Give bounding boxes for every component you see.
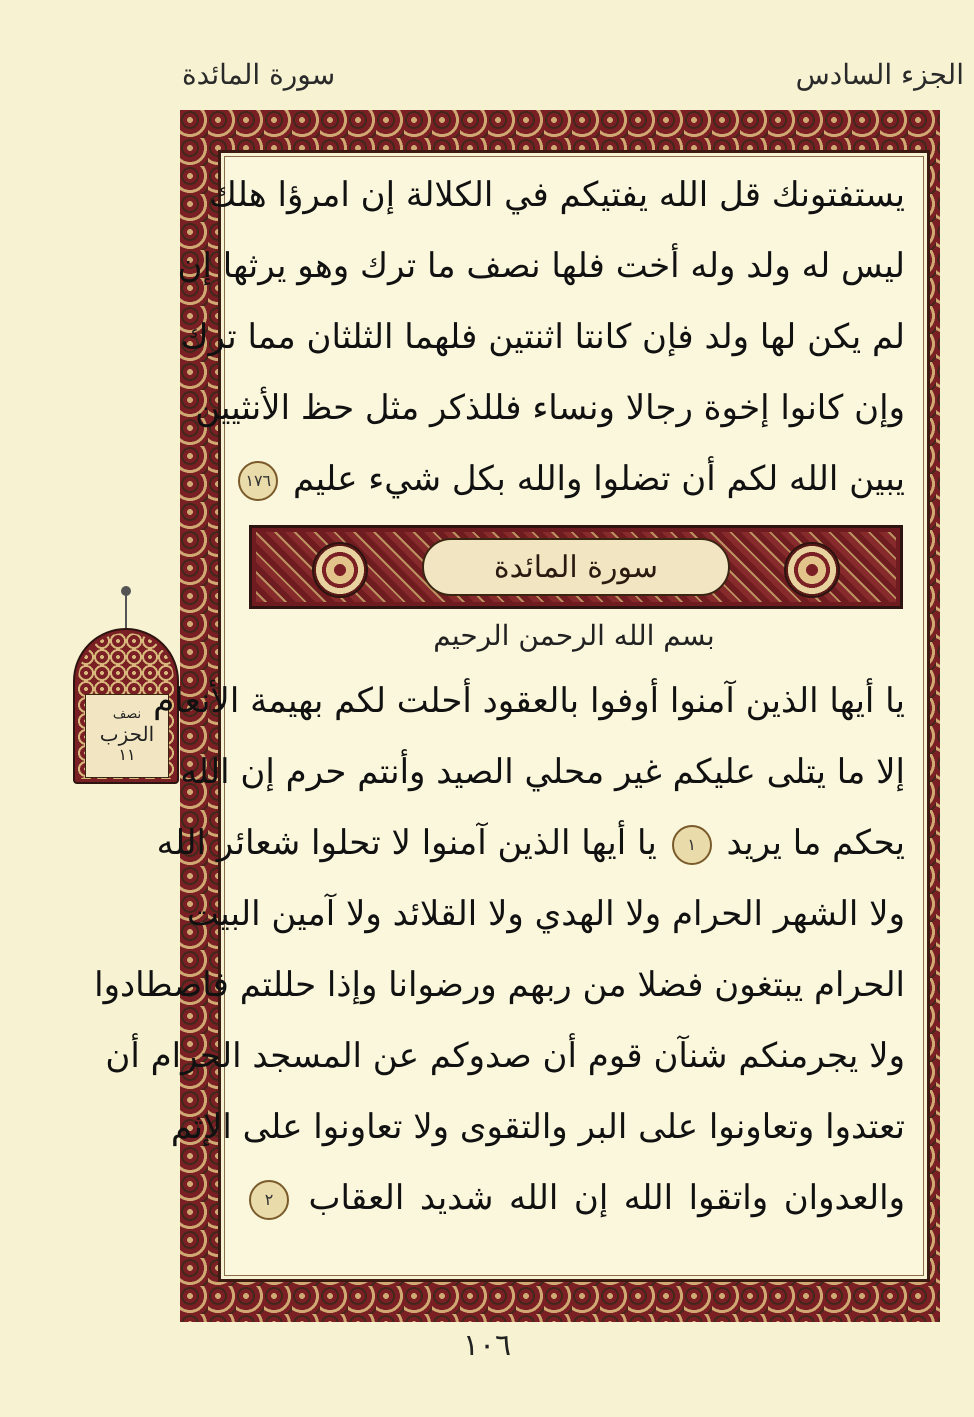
- verse-line: ليس له ولد وله أخت فلها نصف ما ترك وهو يرثها إن: [177, 246, 905, 286]
- hizb-half-label: نصف: [112, 707, 142, 722]
- verse-line: الحرام يبتغون فضلا من ربهم ورضوانا وإذا حللتم فاصطادوا: [94, 965, 905, 1005]
- surah-name-header: سورة المائدة: [182, 58, 336, 91]
- juz-name-header: الجزء السادس: [795, 58, 964, 91]
- ayah-number-marker: ١: [672, 825, 712, 865]
- verse-text: يبين الله لكم أن تضلوا والله بكل شيء عليم: [293, 459, 905, 499]
- verse-line: يستفتونك قل الله يفتيكم في الكلالة إن امرؤا هلك: [208, 175, 905, 215]
- surah-title: سورة المائدة: [422, 538, 730, 596]
- verse-line-with-ayah: [156, 811, 905, 875]
- ayah-number-marker: ٢: [249, 1180, 289, 1220]
- rosette-icon: [784, 542, 840, 598]
- basmala: بسم الله الرحمن الرحيم: [433, 619, 715, 652]
- verse-line: ولا يجرمنكم شنآن قوم أن صدوكم عن المسجد الحرام أن: [105, 1036, 905, 1076]
- verse-text: يحكم ما يريد: [726, 823, 905, 863]
- surah-title-banner: [249, 525, 903, 609]
- verse-line: لم يكن لها ولد فإن كانتا اثنتين فلهما الثلثان مما ترك: [180, 317, 905, 357]
- verse-line: ولا الشهر الحرام ولا الهدي ولا القلائد ولا آمين البيت: [186, 894, 905, 934]
- page-number: ١٠٦: [462, 1328, 512, 1363]
- verse-line-with-ayah: [245, 447, 905, 511]
- hizb-number: ١١: [118, 745, 136, 764]
- ayah-number-marker: ١٧٦: [238, 461, 278, 501]
- verse-line: وإن كانوا إخوة رجالا ونساء فللذكر مثل حظ الأنثيين: [195, 388, 905, 428]
- rosette-icon: [312, 542, 368, 598]
- verse-line: تعتدوا وتعاونوا على البر والتقوى ولا تعاونوا على الإثم: [170, 1107, 905, 1147]
- hizb-marker-line: [125, 590, 127, 630]
- verse-text: والعدوان واتقوا الله إن الله شديد العقاب: [308, 1178, 906, 1218]
- verse-text: يا أيها الذين آمنوا لا تحلوا شعائر الله: [156, 823, 657, 863]
- page-header: [0, 58, 974, 102]
- verse-line: يا أيها الذين آمنوا أوفوا بالعقود أحلت لكم بهيمة الأنعام: [153, 681, 905, 721]
- hizb-label: الحزب: [99, 722, 155, 746]
- verse-line: إلا ما يتلى عليكم غير محلي الصيد وأنتم حرم إن الله: [180, 752, 905, 792]
- verse-line-with-ayah: [245, 1166, 905, 1230]
